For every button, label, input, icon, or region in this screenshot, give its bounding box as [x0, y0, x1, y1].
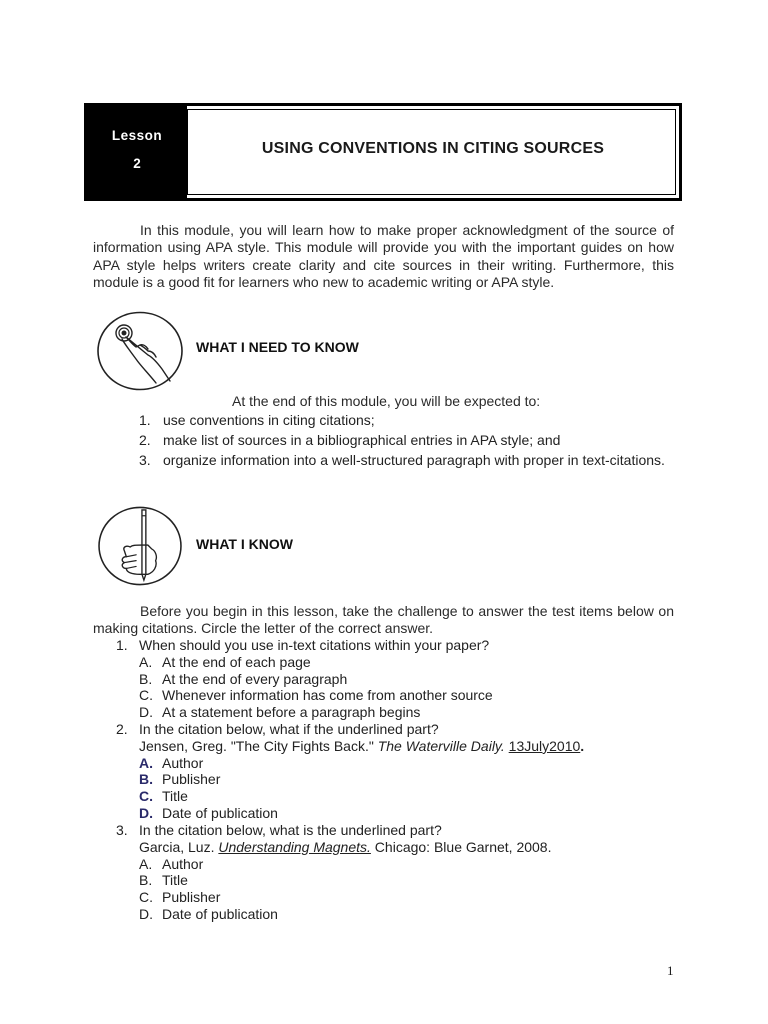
objectives-lead: At the end of this module, you will be expected to: — [232, 393, 541, 409]
answer-option[interactable]: D. Date of publication — [139, 804, 278, 821]
answer-option[interactable]: B. Title — [139, 872, 188, 889]
list-item: 2. make list of sources in a bibliographical entries in APA style; and — [139, 432, 561, 448]
lesson-badge — [87, 106, 187, 198]
question-text: When should you use in-text citations within your paper? — [139, 637, 490, 653]
answer-option[interactable]: C. Publisher — [139, 889, 221, 906]
finger-press-icon — [96, 311, 184, 391]
answer-option[interactable]: D. Date of publication — [139, 905, 278, 922]
page-number: 1 — [667, 963, 674, 978]
answer-option[interactable]: C. Title — [139, 788, 188, 805]
objectives-list — [139, 410, 674, 470]
need-to-know-heading: WHAT I NEED TO KNOW — [196, 339, 359, 355]
lesson-label: Lesson — [111, 128, 163, 143]
citation: Garcia, Luz. Understanding Magnets. Chicago: Blue Garnet, 2008. — [139, 838, 552, 855]
question-3: 3. In the citation below, what is the underlined part? Garcia, Luz. Understanding Magnets. Chicago: Blue Garnet, 2008. A. Author B. Title C. Publisher D. Date of publication — [116, 822, 552, 922]
what-i-know-heading: WHAT I KNOW — [196, 536, 293, 552]
answer-option[interactable]: A. At the end of each page — [139, 653, 311, 670]
intro-paragraph: In this module, you will learn how to make proper acknowledgment of the source of information using APA style. This module will provide you with the important guides on how APA style helps writers create clarity and cite sources in their writing. Furthermore, this module is a good fit for learners who new to academic writing or APA style. — [93, 222, 674, 291]
question-text: In the citation below, what if the underlined part? — [139, 721, 439, 737]
hand-pencil-icon — [96, 506, 184, 586]
lesson-number: 2 — [133, 156, 141, 171]
question-2: 2. In the citation below, what if the underlined part? Jensen, Greg. "The City Fights Back." The Waterville Daily. 13July2010. A. Author B. Publisher C. Title D. Date of publication — [116, 721, 585, 821]
answer-option[interactable]: A. Author — [139, 754, 204, 771]
page-title: USING CONVENTIONS IN CITING SOURCES — [261, 140, 605, 157]
list-item: 3. organize information into a well-structured paragraph with proper in text-citations. — [139, 452, 665, 468]
answer-option[interactable]: B. At the end of every paragraph — [139, 670, 348, 687]
question-1: 1. When should you use in-text citations within your paper? A. At the end of each page B. At the end of every paragraph C. Whenever information has come from another source D. At a statement before a paragraph begins — [116, 637, 493, 721]
answer-option[interactable]: D. At a statement before a paragraph begins — [139, 704, 421, 721]
list-item: 1. use conventions in citing citations; — [139, 412, 375, 428]
answer-option[interactable]: B. Publisher — [139, 771, 221, 788]
answer-option[interactable]: A. Author — [139, 855, 204, 872]
quiz-instructions: Before you begin in this lesson, take the challenge to answer the test items below on making citations. Circle the letter of the correct answer. — [93, 603, 674, 637]
answer-option[interactable]: C. Whenever information has come from another source — [139, 687, 493, 704]
citation: Jensen, Greg. "The City Fights Back." The Waterville Daily. 13July2010. — [139, 737, 585, 754]
question-text: In the citation below, what is the underlined part? — [139, 822, 442, 838]
lesson-header — [84, 103, 682, 201]
